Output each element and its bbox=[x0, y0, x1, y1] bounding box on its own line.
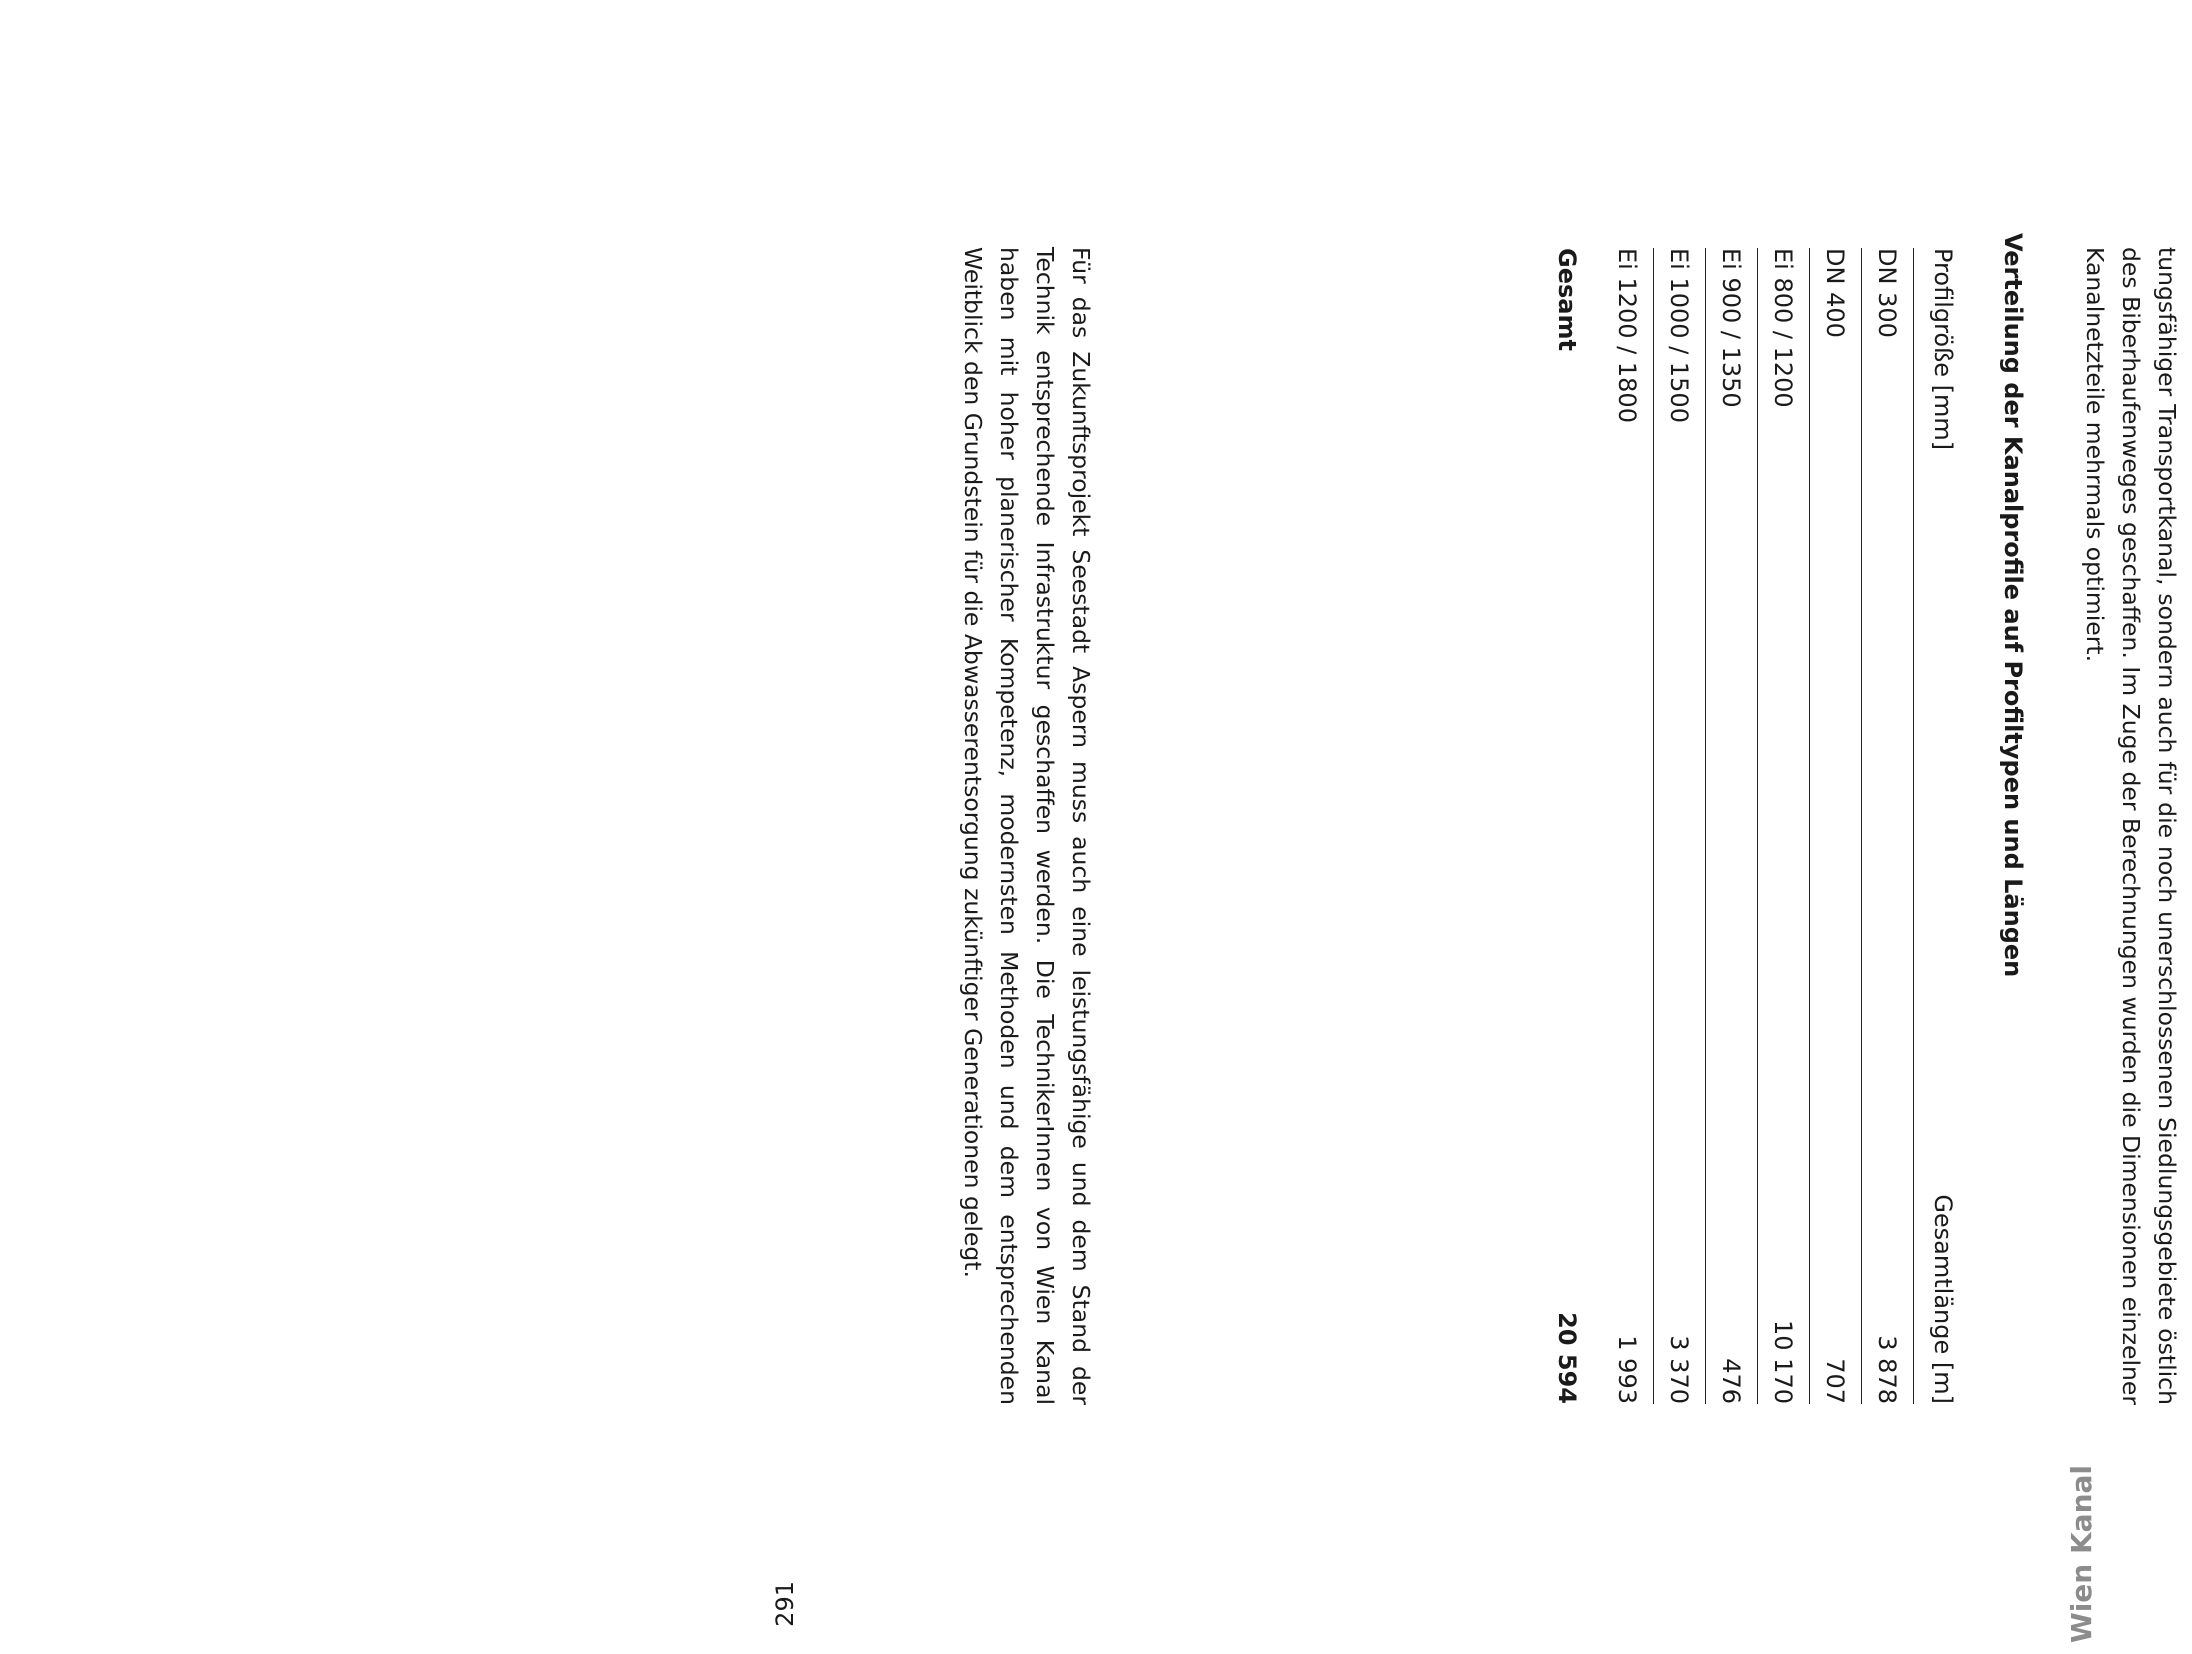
table-row bbox=[1862, 248, 1914, 1404]
table-header-row bbox=[1914, 248, 1973, 1404]
total-label: Gesamt bbox=[1553, 248, 1582, 351]
length-cell: 3 370 bbox=[1654, 815, 1706, 1404]
length-cell: 3 878 bbox=[1862, 815, 1914, 1404]
profile-cell: Ei 1000 / 1500 bbox=[1654, 248, 1706, 815]
table-heading: Verteilung der Kanalprofile auf Profiltypen und Längen bbox=[1999, 233, 2027, 978]
length-cell: 476 bbox=[1706, 815, 1758, 1404]
table-row bbox=[1706, 248, 1758, 1404]
closing-paragraph: Für das Zukunftsprojekt Seestadt Aspern muss auch eine leistungsfähige und dem Stand der Technik entsprechende Infrastruktur geschaffen werden. Die TechnikerInnen von Wien Kanal haben mit hoher planerischer Kompetenz, modernsten Methoden und dem entsprechenden Weitblick den Grundstein für die Abwasserentsorgung zukünftiger Generationen gelegt. bbox=[959, 247, 1095, 1405]
running-header: Wien Kanal bbox=[2065, 1465, 2098, 1644]
profile-length-table bbox=[1533, 248, 1972, 1404]
intro-paragraph: tungsfähiger Transportkanal, sondern auch für die noch unerschlossenen Siedlungsgebiete östlich des Biberhaufenweges geschaffen. Im Zuge der Berechnungen wurden die Dimensionen einzelner Kanalnetzteile mehrmals optimiert. bbox=[2081, 247, 2181, 1405]
table-row bbox=[1602, 248, 1654, 1404]
length-cell: 10 170 bbox=[1758, 815, 1810, 1404]
column-header-profile: Profilgröße [mm] bbox=[1914, 248, 1973, 815]
profile-cell: Ei 900 / 1350 bbox=[1706, 248, 1758, 815]
column-header-length: Gesamtlänge [m] bbox=[1914, 815, 1973, 1404]
profile-cell: DN 400 bbox=[1810, 248, 1862, 815]
table-row bbox=[1654, 248, 1706, 1404]
table-total-row bbox=[1533, 248, 1602, 1404]
profile-cell: Ei 1200 / 1800 bbox=[1613, 248, 1642, 423]
total-length: 20 594 bbox=[1553, 1312, 1582, 1404]
table-row bbox=[1758, 248, 1810, 1404]
profile-cell: Ei 800 / 1200 bbox=[1758, 248, 1810, 815]
page-number: 291 bbox=[771, 1581, 799, 1627]
table-row bbox=[1810, 248, 1862, 1404]
profile-cell: DN 300 bbox=[1862, 248, 1914, 815]
length-cell: 1 993 bbox=[1613, 1335, 1642, 1404]
length-cell: 707 bbox=[1810, 815, 1862, 1404]
